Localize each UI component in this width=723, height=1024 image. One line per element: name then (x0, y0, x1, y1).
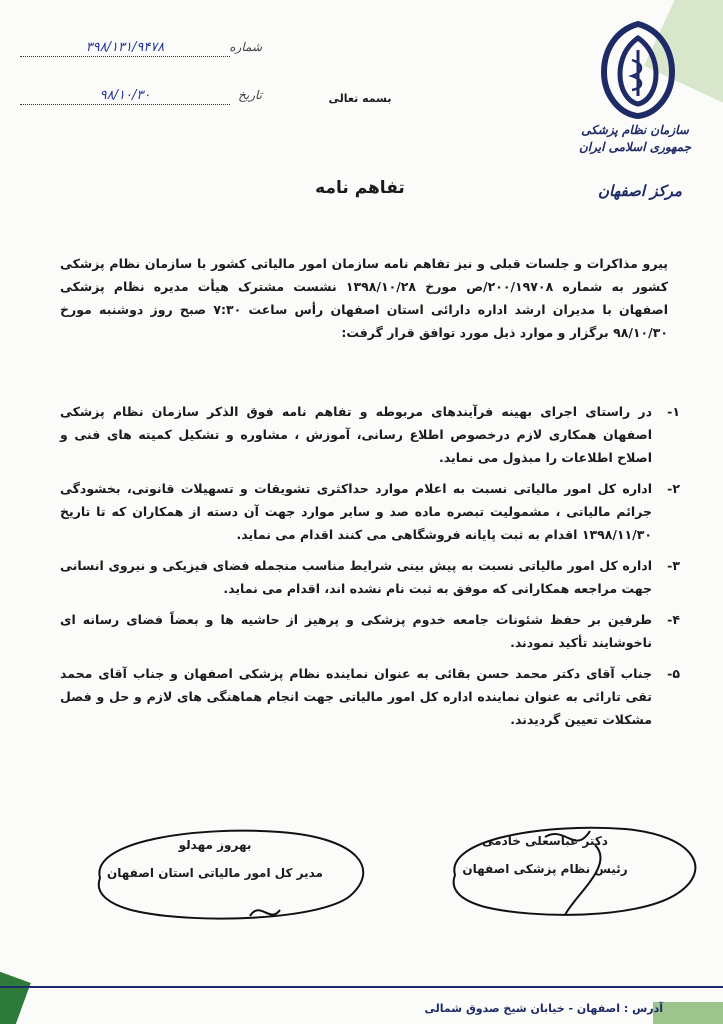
medical-council-logo (598, 20, 678, 120)
signatory-role: رئیس نظام پزشکی اصفهان (462, 862, 628, 876)
agreement-items (60, 400, 680, 739)
item-text: طرفین بر حفظ شئونات جامعه خدوم پزشکی و پرهیز از حاشیه ها و بعضاً فضای رسانه ای ناخوشایند تأکید نمودند. (60, 612, 652, 650)
org-name: سازمان نظام پزشکی جمهوری اسلامی ایران (578, 123, 692, 154)
agreement-item (60, 608, 680, 654)
agreement-item (60, 477, 680, 546)
letter-number-label: شماره (229, 40, 262, 54)
letter-date-value: ۹۸/۱۰/۳۰ (99, 88, 151, 103)
agreement-item (60, 554, 680, 600)
signatory-name: دکتر عباسعلی خادمی (482, 834, 608, 848)
item-text: اداره کل امور مالیاتی نسبت به پیش بینی شرایط مناسب منجمله فضای فیزیکی و نیروی انسانی جهت مراجعه همکارانی که موفق به ثبت نام نشده اند، اقدام می نماید. (60, 558, 652, 596)
agreement-item (60, 400, 680, 469)
footer (0, 986, 723, 1024)
signatory-name: بهروز مهدلو (178, 838, 252, 852)
item-number: ۱- (667, 404, 680, 419)
item-number: ۵- (667, 666, 680, 681)
org-branch: مرکز اصفهان (598, 182, 682, 200)
intro-paragraph: پیرو مذاکرات و جلسات قبلی و نیز تفاهم نامه سازمان امور مالیاتی کشور با سازمان نظام پزشکی کشور به شماره ۲۰۰/۱۹۷۰۸/ص مورخ ۱۳۹۸/۱۰/۲۸ نشست مشترک هیأت مدیره نظام پزشکی اصفهان با مدیران ارشد اداره دارائی استان اصفهان رأس ساعت ۷:۳۰ صبح روز دوشنبه مورخ ۹۸/۱۰/۳۰ برگزار و موارد ذیل مورد توافق قرار گرفت: (60, 256, 669, 340)
agreement-item (60, 662, 680, 731)
item-number: ۲- (667, 481, 680, 496)
letter-date-field (20, 88, 262, 105)
letter-date-label: تاریخ (238, 88, 262, 102)
letter-number-field (20, 40, 262, 57)
item-text: جناب آقای دکتر محمد حسن بقائی به عنوان نماینده نظام پزشکی اصفهان و جناب آقای محمد تقی تارائی به عنوان نماینده اداره کل امور مالیاتی جهت انجام هماهنگی های لازم و حل و فصل مشکلات تعیین گردیدند. (60, 666, 652, 727)
item-number: ۳- (667, 558, 680, 573)
footer-address: آدرس : اصفهان - خیابان شیخ صدوق شمالی (424, 1002, 663, 1015)
document-title: تفاهم نامه (315, 178, 405, 198)
letter-number-value: ۳۹۸/۱۳۱/۹۴۷۸ (85, 40, 165, 55)
bismillah-heading: بسمه تعالی (328, 92, 392, 105)
item-text: در راستای اجرای بهینه فرآیندهای مربوطه و تفاهم نامه فوق الذکر سازمان نظام پزشکی اصفهان همکاری لازم درخصوص اطلاع رسانی، آموزش ، مشاوره و تشکیل کمیته های فنی و اصلاح اطلاعات را مبذول می نماید. (60, 404, 652, 465)
signature-right (445, 834, 645, 876)
signature-left (90, 838, 340, 880)
item-number: ۴- (667, 612, 680, 627)
item-text: اداره کل امور مالیاتی نسبت به اعلام موارد حداکثری تشویقات و تسهیلات قانونی، بخشودگی جرائم مالیاتی ، مشمولیت تبصره ماده صد و سایر موارد جهت آن دسته از همکاران که تا تاریخ ۱۳۹۸/۱۱/۳۰ اقدام به ثبت پایانه فروشگاهی می کنند اقدام می نماید. (60, 481, 652, 542)
signatory-role: مدیر کل امور مالیاتی استان اصفهان (107, 866, 323, 880)
